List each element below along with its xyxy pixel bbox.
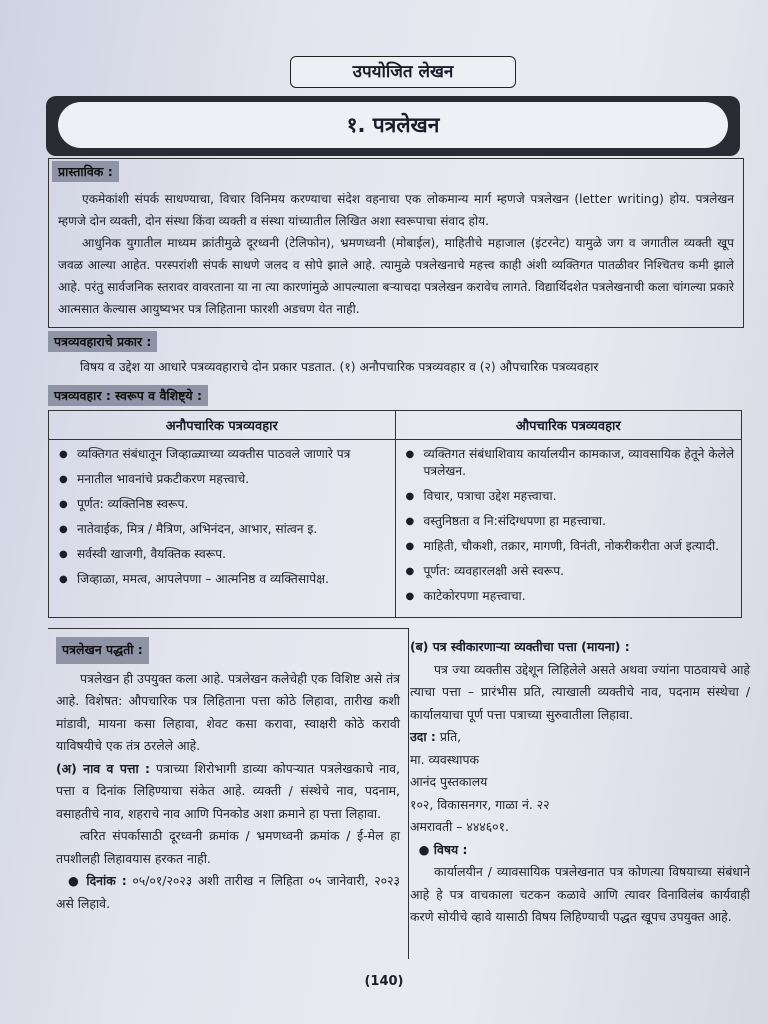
name-address-text: पत्राच्या शिरोभागी डाव्या कोपऱ्यात पत्रलेखकाचे नाव, पत्ता व दिनांक लिहिण्याचा संकेत आहे. व्यक्ती / संस्थेचे नाव, पदनाम, वसाहतीचे नाव, शहराचे नाव आणि पिनकोड अशा क्रमाने हा पत्ता लिहावा. xyxy=(56,760,400,821)
method-label: पत्रलेखन पद्धती : xyxy=(56,637,149,664)
list-item: ● वस्तुनिष्ठता व नि:संदिग्धपणा हा महत्त्वाचा. xyxy=(406,513,736,530)
recipient-heading: (ब) पत्र स्वीकारणाऱ्या व्यक्तीचा पत्ता (मायना) : xyxy=(410,639,630,654)
date-text: ०५/०१/२०२३ अशी तारीख न लिहिता ०५ जानेवारी, २०२३ असे लिहावे. xyxy=(56,873,400,911)
recipient-text: पत्र ज्या व्यक्तीस उद्देशून लिहिलेले असते अथवा ज्यांना पाठवायचे आहे त्याचा पत्ता – प्रारंभीस प्रति, त्याखाली व्यक्तीचे नाव, पदनाम संस्थेचा / कार्यालयाचा पूर्ण पत्ता पत्राच्या सुरुवातीला लिहावा. xyxy=(410,661,750,722)
formal-column xyxy=(395,440,742,618)
list-item: ● काटेकोरपणा महत्त्वाचा. xyxy=(406,588,736,605)
formal-header: औपचारिक पत्रव्यवहार xyxy=(395,411,742,440)
example-line: प्रति, xyxy=(439,729,462,744)
list-item: ● नातेवाईक, मित्र / मैत्रिण, अभिनंदन, आभार, सांत्वन इ. xyxy=(59,521,389,538)
example-line: १०२, विकासनगर, गाळा नं. २२ xyxy=(410,796,550,812)
intro-paragraph-2: आधुनिक युगातील माध्यम क्रांतीमुळे दूरध्वनी (टेलिफोन), भ्रमणध्वनी (मोबाईल), माहितीचे महाजाल (इंटरनेट) यामुळे जग व जगातील व्यक्ती खूप जवळ आल्या आहेत. परस्परांशी संपर्क साधणे जलद व सोपे झाले आहे. त्यामुळे पत्रलेखनाचे महत्त्व काही अंशी व्यक्तिगत पातळीवर निश्चितच कमी झाले आहे. परंतु सार्वजनिक स्तरावर वावरताना या ना त्या कारणांमुळे आपल्याला बऱ्याचदा पत्रलेखन करावेच लागते. विद्यार्थिदशेत पत्रलेखनाची कला चांगल्या प्रकारे आत्मसात केल्यास आयुष्यभर पत्र लिहिताना फारशी अडचण येत नाही. xyxy=(58,236,734,316)
list-item: ● विचार, पत्राचा उद्देश महत्त्वाचा. xyxy=(406,488,736,505)
date-heading: दिनांक : xyxy=(86,873,127,888)
name-address-heading: (अ) नाव व पत्ता : xyxy=(56,760,151,776)
informal-header: अनौपचारिक पत्रव्यवहार xyxy=(49,411,396,440)
list-item: ● पूर्णत: व्यक्तिनिष्ठ स्वरूप. xyxy=(59,496,389,513)
intro-label: प्रास्ताविक : xyxy=(52,161,119,182)
chapter-title: १. पत्रलेखन xyxy=(58,102,728,148)
example-line: अमरावती – ४४४६०१. xyxy=(410,819,509,834)
list-item: ● माहिती, चौकशी, तक्रार, मागणी, विनंती, नोकरीकरीता अर्ज इत्यादी. xyxy=(406,538,736,555)
subject-heading: विषय : xyxy=(433,841,468,857)
list-item: ● जिव्हाळा, ममत्व, आपलेपणा – आत्मनिष्ठ व व्यक्तिसापेक्ष. xyxy=(59,571,389,588)
example-line: आनंद पुस्तकालय xyxy=(410,774,488,789)
subject-text: कार्यालयीन / व्यावसायिक पत्रलेखनात पत्र कोणत्या विषयाच्या संबंधाने आहे हे पत्र वाचकाला चटकन कळावे आणि त्यावर विनाविलंब कार्यवाही करणे सोयीचे व्हावे यासाठी विषय लिहिण्याची पद्धत खूपच उपयुक्त आहे. xyxy=(410,864,750,924)
list-item: ● मनातील भावनांचे प्रकटीकरण महत्त्वाचे. xyxy=(59,471,389,488)
list-item: ● सर्वस्वी खाजगी, वैयक्तिक स्वरूप. xyxy=(59,546,389,563)
list-item: ● व्यक्तिगत संबंधाशिवाय कार्यालयीन कामकाज, व्यावसायिक हेतूने केलेले पत्रलेखन. xyxy=(406,446,736,480)
bullet-icon: ● xyxy=(56,873,87,888)
comparison-table xyxy=(48,410,742,618)
method-column xyxy=(48,628,409,959)
list-item: ● व्यक्तिगत संबंधातून जिव्हाळ्याच्या व्यक्तीस पाठवले जाणारे पत्र xyxy=(59,446,389,463)
page-number: (140) xyxy=(364,974,404,989)
recipient-column xyxy=(402,628,754,929)
example-line: मा. व्यवस्थापक xyxy=(410,751,480,767)
intro-text xyxy=(58,188,734,320)
method-intro: पत्रलेखन ही उपयुक्त कला आहे. पत्रलेखन कलेचेही एक विशिष्ट असे तंत्र आहे. विशेषत: औपचारिक पत्र लिहिताना पत्ता कोठे लिहावा, तारीख कशी मांडावी, मायना कसा लिहावा, शेवट कसा करावा, स्वाक्षरी कोठे करावी याविषयीचे एक तंत्र ठरलेले आहे. xyxy=(56,670,400,753)
section-title: उपयोजित लेखन xyxy=(290,56,516,88)
informal-column xyxy=(49,440,396,618)
bullet-icon: ● xyxy=(410,841,434,857)
list-item: ● पूर्णत: व्यवहारलक्षी असे स्वरूप. xyxy=(406,563,736,580)
example-label: उदा : xyxy=(410,729,436,744)
contact-text: त्वरित संपर्कासाठी दूरध्वनी क्रमांक / भ्रमणध्वनी क्रमांक / ई-मेल हा तपशीलही लिहावयास हरकत नाही. xyxy=(56,828,400,866)
intro-paragraph-1: एकमेकांशी संपर्क साधण्याचा, विचार विनिमय करण्याचा संदेश वहनाचा एक लोकमान्य मार्ग म्हणजे पत्रलेखन (letter writing) होय. पत्रलेखन म्हणजे दोन व्यक्ती, दोन संस्था किंवा व्यक्ती व संस्था यांच्यातील लिखित अशा स्वरूपाचा संवाद होय. xyxy=(58,192,734,228)
features-label: पत्रव्यवहार : स्वरूप व वैशिष्ट्ये : xyxy=(48,385,208,406)
types-label: पत्रव्यवहाराचे प्रकार : xyxy=(48,331,157,352)
types-text: विषय व उद्देश या आधारे पत्रव्यवहाराचे दोन प्रकार पडतात. (१) अनौपचारिक पत्रव्यवहार व (२) औपचारिक पत्रव्यवहार xyxy=(80,360,599,374)
